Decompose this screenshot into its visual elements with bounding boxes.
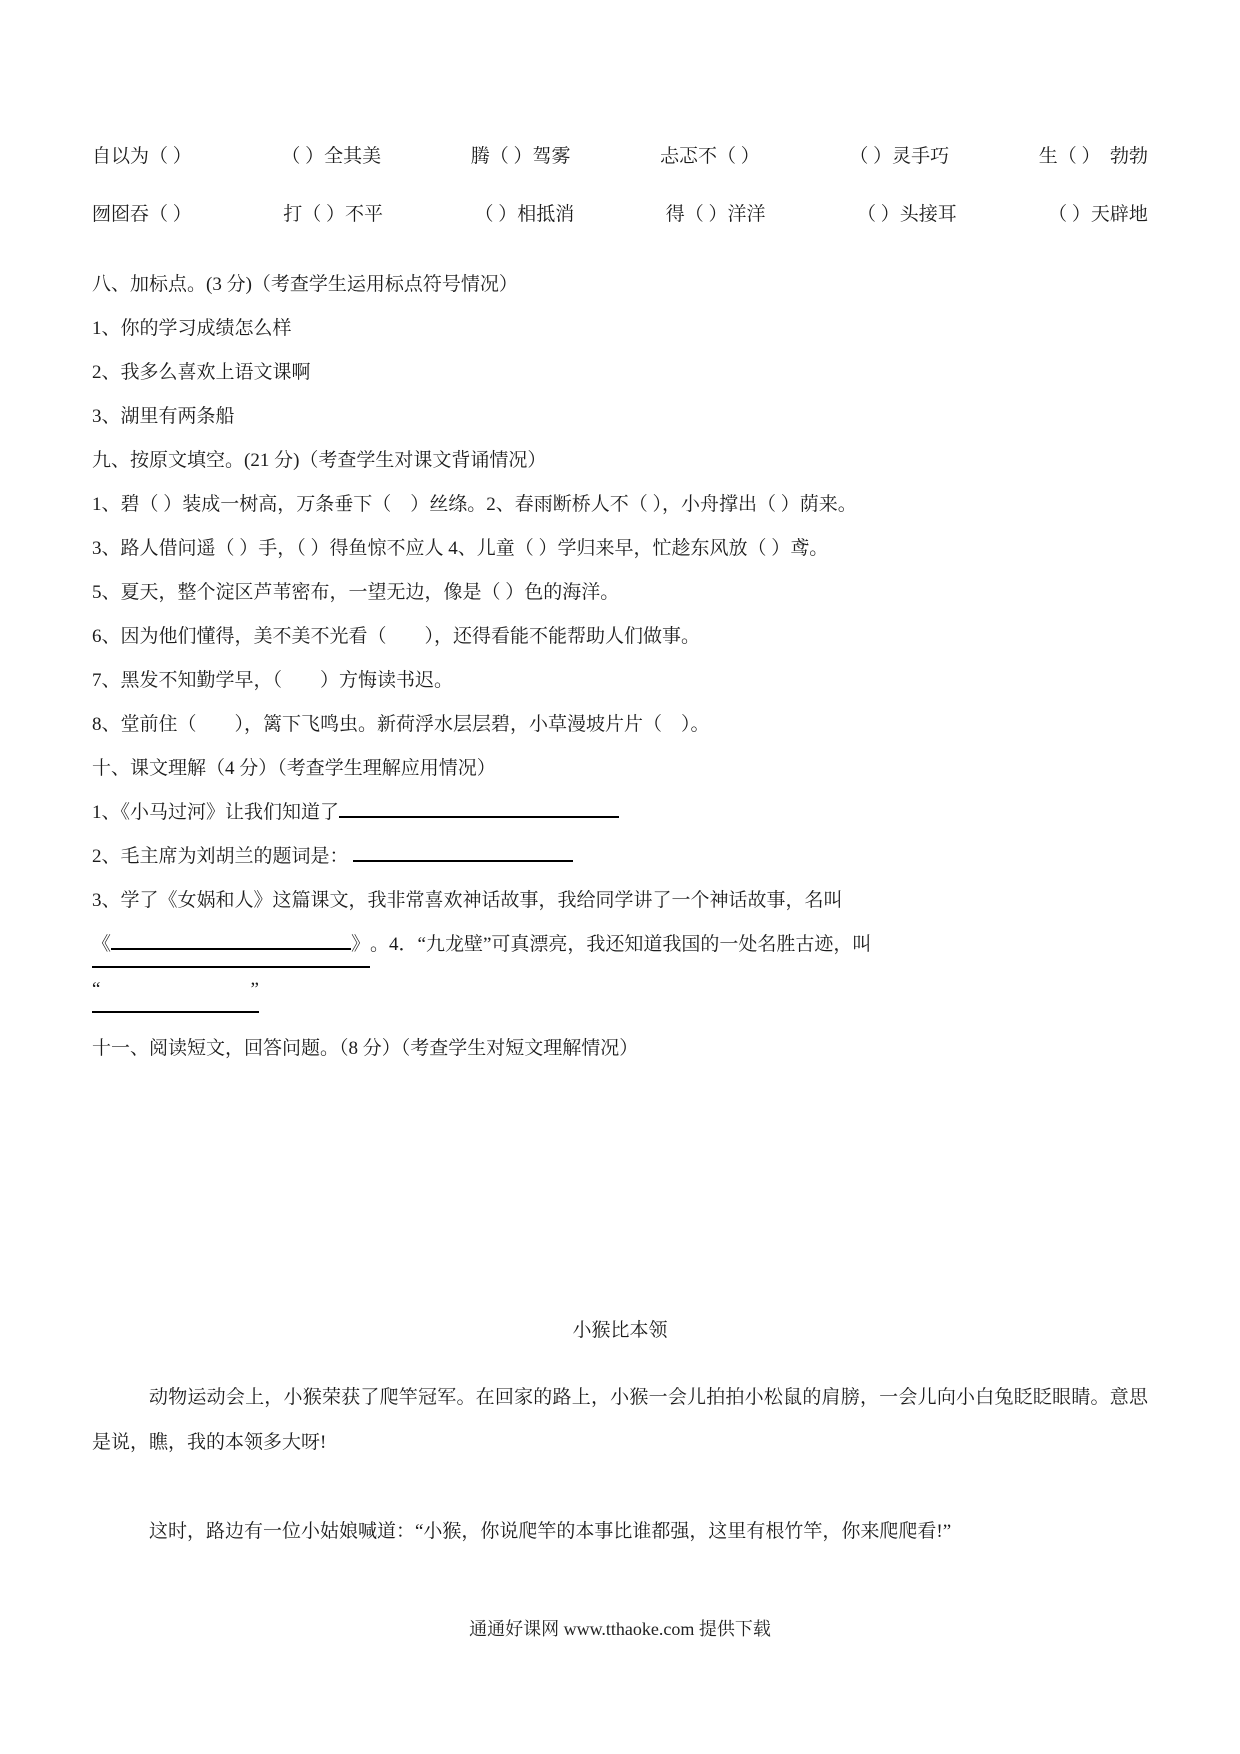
story-title: 小猴比本领	[572, 1320, 668, 1341]
quoted-answer-blank	[92, 975, 259, 1013]
close-bracket: 》	[351, 934, 371, 955]
section10-q2	[92, 835, 1148, 879]
section9-item-5: 7、黑发不知勤学早，（ ）方悔读书迟。	[92, 670, 454, 691]
section10-q4-blank-line	[92, 968, 1148, 1013]
story-paragraph-1: 动物运动会上，小猴荣获了爬竿冠军。在回家的路上，小猴一会儿拍拍小松鼠的肩膀，一会儿向小白兔眨眨眼睛。意思是说，瞧，我的本领多大呀!	[92, 1387, 1148, 1453]
answer-blank-spacer	[100, 977, 250, 995]
idiom-item: 生（ ） 勃勃	[1038, 146, 1148, 167]
answer-blank	[111, 930, 351, 950]
section10-q3-blank-line	[92, 923, 1148, 968]
idiom-item: （ ）天辟地	[1048, 204, 1148, 225]
section8-item-1: 1、你的学习成绩怎么样	[92, 318, 292, 339]
section8-item-3: 3、湖里有两条船	[92, 406, 235, 427]
section9-item-3: 5、夏天，整个淀区芦苇密布，一望无边，像是（ ）色的海洋。	[92, 582, 620, 603]
footer-site-credit: 通通好课网 www.tthaoke.com 提供下载	[469, 1619, 771, 1639]
idiom-item: 忐忑不（ ）	[660, 146, 760, 167]
open-quote: “	[92, 979, 101, 1000]
idiom-row-1	[92, 135, 1148, 179]
section10-q4-text: 。4．“九龙壁”可真漂亮，我还知道我国的一处名胜古迹，叫	[370, 934, 872, 955]
idiom-item: （ ）头接耳	[856, 204, 957, 225]
section10-q3: 3、学了《女娲和人》这篇课文，我非常喜欢神话故事，我给同学讲了一个神话故事，名叫	[92, 890, 843, 911]
section9-item-4: 6、因为他们懂得，美不美不光看（ ），还得看能不能帮助人们做事。	[92, 626, 701, 647]
section9-item-1: 1、碧（ ）装成一树高，万条垂下（ ）丝绦。2、春雨断桥人不（ ），小舟撑出（ ）荫来。	[92, 494, 857, 515]
section9-heading: 九、按原文填空。(21 分)（考查学生对课文背诵情况）	[92, 450, 547, 471]
idiom-item: （ ）全其美	[281, 146, 382, 167]
section8-heading: 八、加标点。(3 分)（考查学生运用标点符号情况）	[92, 274, 518, 295]
section10-q1-text: 1、《小马过河》让我们知道了	[92, 802, 340, 823]
section11-heading: 十一、阅读短文，回答问题。（8 分）（考查学生对短文理解情况）	[92, 1038, 639, 1059]
bracketed-answer-blank	[92, 930, 370, 968]
answer-blank	[353, 842, 573, 862]
section9-item-2: 3、路人借问遥（ ）手，（ ）得鱼惊不应人 4、儿童（ ）学归来早，忙趁东风放（ ）鸢。	[92, 538, 829, 559]
idiom-item: 自以为（ ）	[92, 146, 192, 167]
section10-q2-text: 2、毛主席为刘胡兰的题词是：	[92, 846, 349, 867]
story-paragraph-2: 这时，路边有一位小姑娘喊道：“小猴，你说爬竿的本事比谁都强，这里有根竹竿，你来爬爬看!”	[149, 1521, 952, 1542]
idiom-item: 囫囵吞（ ）	[92, 204, 192, 225]
open-bracket: 《	[92, 934, 112, 955]
answer-blank	[339, 798, 619, 818]
idiom-item: 腾（ ）驾雾	[470, 146, 571, 167]
section8-item-2: 2、我多么喜欢上语文课啊	[92, 362, 311, 383]
idiom-item: （ ）灵手巧	[849, 146, 950, 167]
idiom-item: 打（ ）不平	[283, 204, 383, 225]
idiom-item: （ ）相抵消	[474, 204, 575, 225]
section10-heading: 十、课文理解（4 分）（考查学生理解应用情况）	[92, 758, 496, 779]
section9-item-6: 8、堂前住（ ），篱下飞鸣虫。新荷浮水层层碧，小草漫坡片片（ ）。	[92, 714, 710, 735]
idiom-item: 得（ ）洋洋	[665, 204, 766, 225]
section10-q1	[92, 791, 1148, 835]
idiom-row-2	[92, 193, 1148, 237]
close-quote: ”	[250, 979, 259, 1000]
